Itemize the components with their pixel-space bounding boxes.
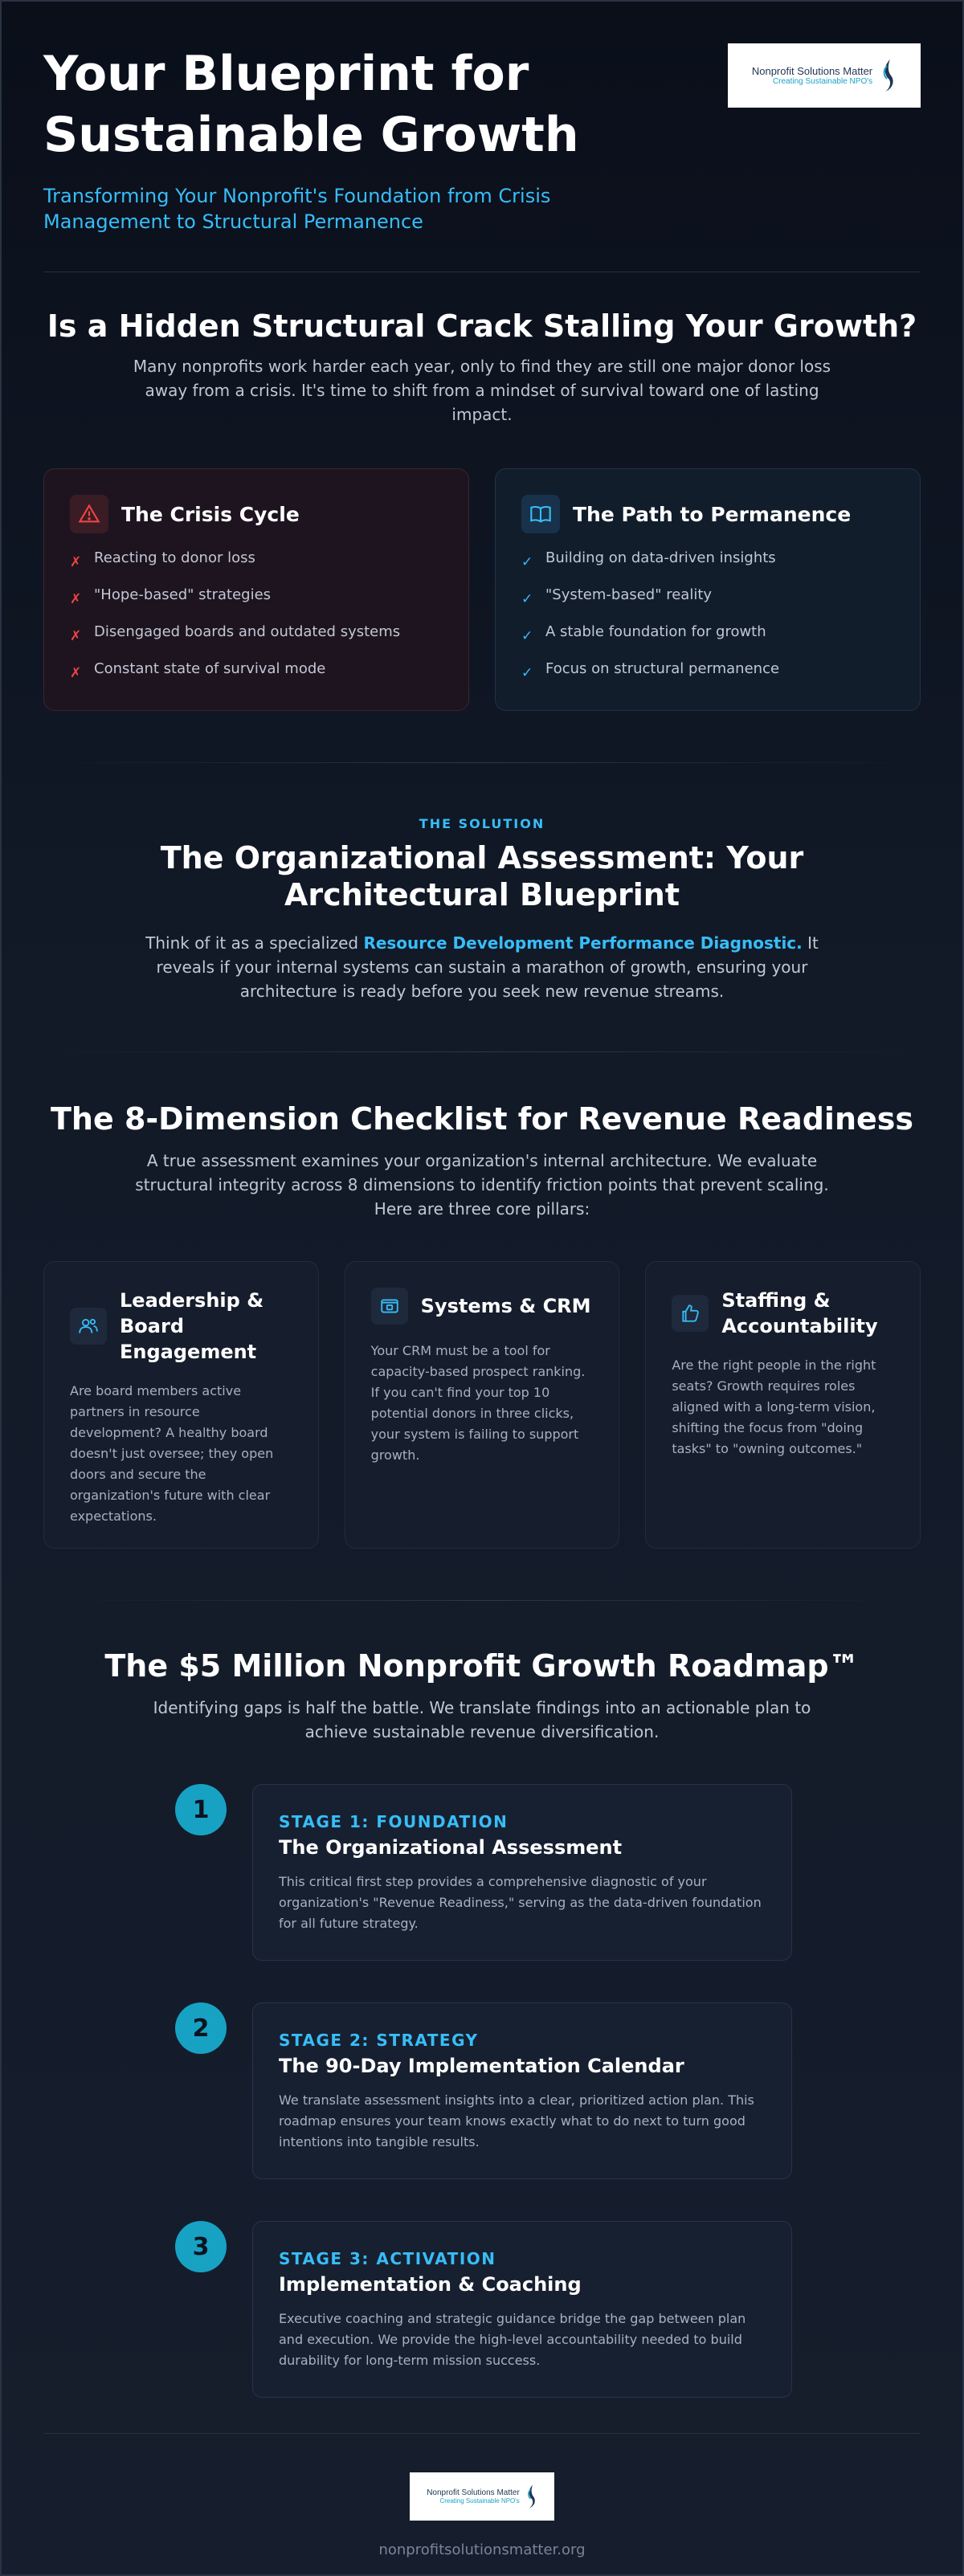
header-text	[43, 43, 579, 235]
crack-lead: Many nonprofits work harder each year, only to find they are still one major donor loss away from a crisis. It's time to shift from a mindset of survival toward one of lasting impact.	[133, 357, 831, 424]
pillar-title: Systems & CRM	[420, 1295, 591, 1317]
stage-label: STAGE 3: ACTIVATION	[279, 2249, 496, 2268]
x-mark-icon: ✗	[70, 554, 82, 570]
list-item: ✗ Disengaged boards and outdated systems	[70, 623, 401, 644]
solution-title: The Organizational Assessment: Your Architectural Blueprint	[160, 840, 804, 912]
pillar-text: Are the right people in the right seats? Growth requires roles aligned with a long-term vision, shifting the focus from "doing tasks" to "owning outcomes."	[672, 1357, 876, 1456]
crisis-cycle-title: The Crisis Cycle	[121, 502, 300, 526]
stage-text: Executive coaching and strategic guidance bridge the gap between plan and execution. We provide the high-level accountability needed to build durability for long-term mission success.	[279, 2311, 746, 2368]
logo-name: Nonprofit Solutions Matter	[751, 65, 873, 77]
stage-2	[43, 2002, 921, 2221]
stage-title: The 90-Day Implementation Calendar	[279, 2055, 684, 2077]
crack-title: Is a Hidden Structural Crack Stalling Your Growth?	[47, 308, 917, 344]
path-list	[521, 548, 894, 696]
pillar-text: Are board members active partners in resource development? A healthy board doesn't just oversee; they open doors and secure the organization's future with clear expectations.	[70, 1383, 274, 1524]
page-title: Your Blueprint for Sustainable Growth	[43, 46, 579, 163]
stage-number: 2	[175, 2002, 227, 2054]
comparison-cards	[43, 468, 921, 711]
users-icon	[70, 1308, 107, 1345]
roadmap-title: The $5 Million Nonprofit Growth Roadmap™	[104, 1648, 860, 1684]
checklist-title: The 8-Dimension Checklist for Revenue Readiness	[50, 1101, 914, 1137]
roadmap-lead: Identifying gaps is half the battle. We translate findings into an actionable plan to achieve sustainable revenue diversification.	[153, 1698, 811, 1741]
checklist-section	[2, 1052, 962, 1549]
list-item: ✗ Reacting to donor loss	[70, 549, 255, 570]
warning-triangle-icon	[70, 495, 108, 533]
pillar-staffing	[645, 1261, 921, 1549]
list-item: ✗ "Hope-based" strategies	[70, 586, 272, 607]
header-logo	[728, 43, 921, 108]
stage-label: STAGE 2: STRATEGY	[279, 2031, 479, 2050]
path-to-permanence-card	[495, 468, 921, 711]
stage-1	[43, 1784, 921, 2002]
check-mark-icon: ✓	[521, 554, 533, 570]
open-book-icon	[521, 495, 560, 533]
stage-number: 1	[175, 1784, 227, 1835]
logo-mark-icon	[879, 58, 897, 93]
pillar-title: Staffing & Accountability	[721, 1289, 878, 1337]
x-mark-icon: ✗	[70, 591, 82, 607]
list-item: ✓ Focus on structural permanence	[521, 660, 780, 681]
stage-card	[252, 2002, 792, 2179]
stage-title: The Organizational Assessment	[279, 1836, 623, 1859]
diagnostic-highlight: Resource Development Performance Diagnostic.	[363, 933, 803, 953]
x-mark-icon: ✗	[70, 665, 82, 681]
check-mark-icon: ✓	[521, 628, 533, 644]
solution-section	[2, 763, 962, 1003]
stage-card	[252, 1784, 792, 1961]
stage-text: We translate assessment insights into a clear, prioritized action plan. This roadmap ensures your team knows exactly what to do next to turn good intentions into tangible results.	[279, 2092, 754, 2149]
check-mark-icon: ✓	[521, 591, 533, 607]
stage-card	[252, 2221, 792, 2398]
logo-tagline: Creating Sustainable NPO's	[772, 77, 873, 86]
solution-text: Think of it as a specialized Resource Development Performance Diagnostic. It reveals if your internal systems can sustain a marathon of growth, ensuring your architecture is ready before you seek new revenue streams.	[145, 933, 819, 1001]
path-title: The Path to Permanence	[573, 502, 852, 526]
stage-text: This critical first step provides a comprehensive diagnostic of your organization's "Revenue Readiness," serving as the data-driven foundation for all future strategy.	[279, 1874, 762, 1931]
logo-mark-icon	[525, 2483, 537, 2510]
list-item: ✓ A stable foundation for growth	[521, 623, 766, 644]
footer-url[interactable]: nonprofitsolutionsmatter.org	[378, 2541, 586, 2558]
stage-number: 3	[175, 2221, 227, 2272]
thumbs-up-icon	[672, 1295, 709, 1332]
pillar-systems	[345, 1261, 620, 1549]
footer-logo	[410, 2472, 554, 2521]
roadmap-section	[2, 1601, 962, 2439]
list-item: ✗ Constant state of survival mode	[70, 660, 326, 681]
footer	[2, 2434, 962, 2558]
roadmap-stages	[43, 1784, 921, 2439]
logo-tagline: Creating Sustainable NPO's	[439, 2497, 520, 2505]
checklist-lead: A true assessment examines your organization's internal architecture. We evaluate structural integrity across 8 dimensions to identify friction points that prevent scaling. Here are three core pillars:	[135, 1151, 829, 1219]
pillars	[43, 1261, 921, 1549]
list-item: ✓ Building on data-driven insights	[521, 549, 776, 570]
header	[2, 2, 962, 235]
page-subtitle: Transforming Your Nonprofit's Foundation from Crisis Management to Structural Permanence	[43, 185, 551, 233]
stage-title: Implementation & Coaching	[279, 2273, 582, 2296]
stage-label: STAGE 1: FOUNDATION	[279, 1812, 509, 1831]
crack-section	[2, 272, 962, 711]
list-item: ✓ "System-based" reality	[521, 586, 713, 607]
logo-name: Nonprofit Solutions Matter	[427, 2488, 520, 2497]
pillar-title: Leadership & Board Engagement	[120, 1289, 264, 1363]
database-icon	[371, 1288, 408, 1325]
check-mark-icon: ✓	[521, 665, 533, 681]
crisis-cycle-card	[43, 468, 469, 711]
stage-3	[43, 2221, 921, 2439]
pillar-text: Your CRM must be a tool for capacity-based prospect ranking. If you can't find your top 10 potential donors in three clicks, your system is failing to support growth.	[370, 1343, 586, 1463]
x-mark-icon: ✗	[70, 628, 82, 644]
solution-eyebrow: THE SOLUTION	[419, 816, 545, 831]
pillar-leadership	[43, 1261, 319, 1549]
crisis-list	[70, 548, 443, 696]
